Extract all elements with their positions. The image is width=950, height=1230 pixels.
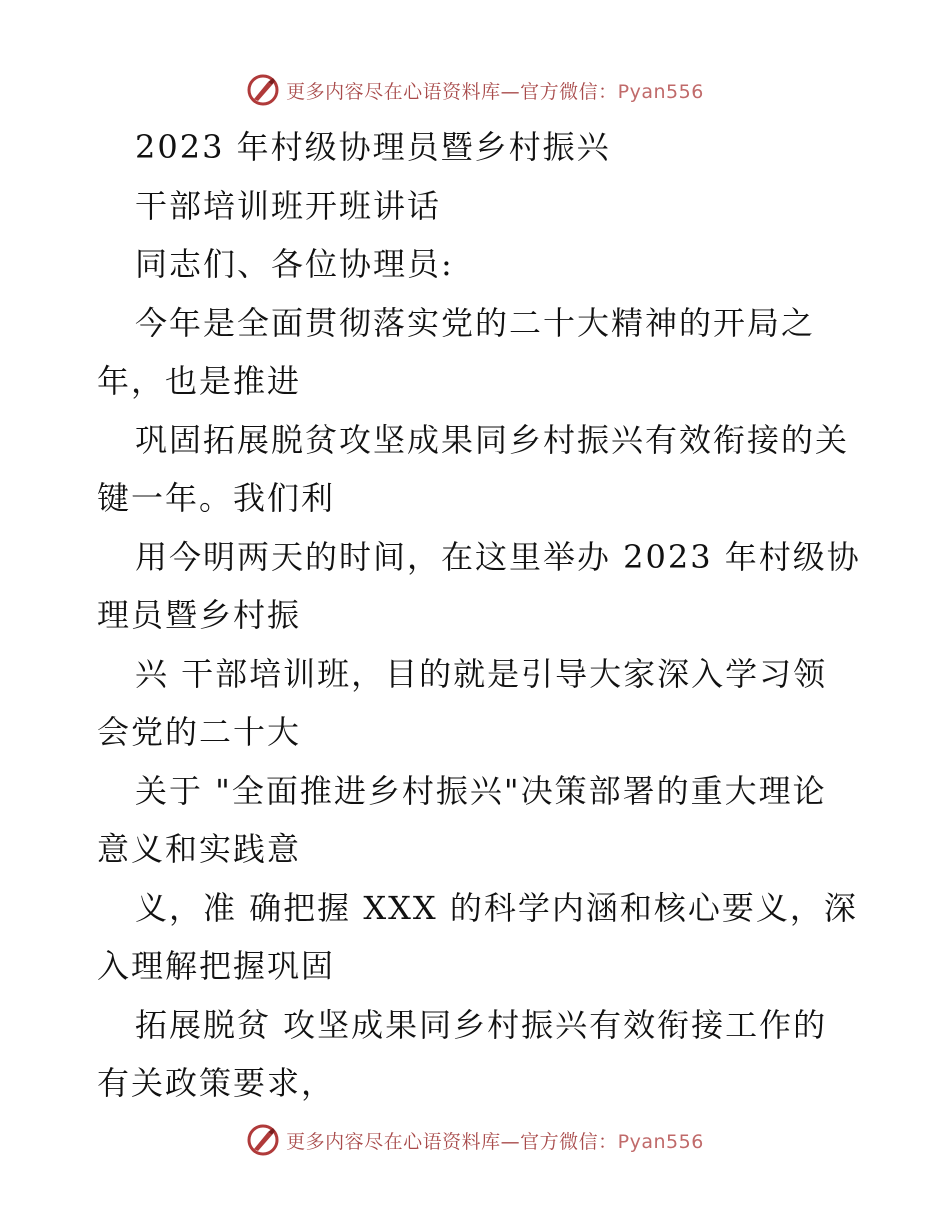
quill-pen-logo-icon (246, 73, 280, 107)
text-line: 会党的二十大 (97, 713, 302, 751)
header-watermark (0, 70, 950, 110)
watermark-text: 更多内容尽在心语资料库—官方微信：Pyan556 (286, 1130, 704, 1153)
watermark-text: 更多内容尽在心语资料库—官方微信：Pyan556 (286, 80, 704, 103)
text-line: 年，也是推进 (97, 362, 302, 400)
footer-watermark (0, 1120, 950, 1160)
text-line: 干部培训班开班讲话 (135, 186, 442, 225)
text-line: 意义和实践意 (97, 830, 302, 868)
text-line: 义，准 确把握 XXX 的科学内涵和核心要义，深 (135, 888, 858, 927)
text-line: 理员暨乡村振 (97, 596, 302, 634)
text-line: 同志们、各位协理员: (135, 245, 454, 283)
text-line: 今年是全面贯彻落实党的二十大精神的开局之 (135, 303, 816, 342)
text-line: 用今明两天的时间，在这里举办 2023 年村级协 (135, 537, 861, 576)
text-line: 有关政策要求， (97, 1064, 336, 1102)
text-line: 兴 干部培训班，目的就是引导大家深入学习领 (135, 654, 828, 693)
text-line: 键一年。我们利 (97, 479, 336, 517)
text-line: 入理解把握巩固 (97, 947, 336, 985)
text-line: 拓展脱贫 攻坚成果同乡村振兴有效衔接工作的 (135, 1005, 828, 1044)
quill-pen-logo-icon (246, 1123, 280, 1157)
text-line: 2023 年村级协理员暨乡村振兴 (135, 128, 611, 166)
text-line: 巩固拓展脱贫攻坚成果同乡村振兴有效衔接的关 (135, 420, 850, 459)
text-line: 关于 "全面推进乡村振兴"决策部署的重大理论 (135, 771, 827, 810)
document-body (97, 118, 861, 1113)
